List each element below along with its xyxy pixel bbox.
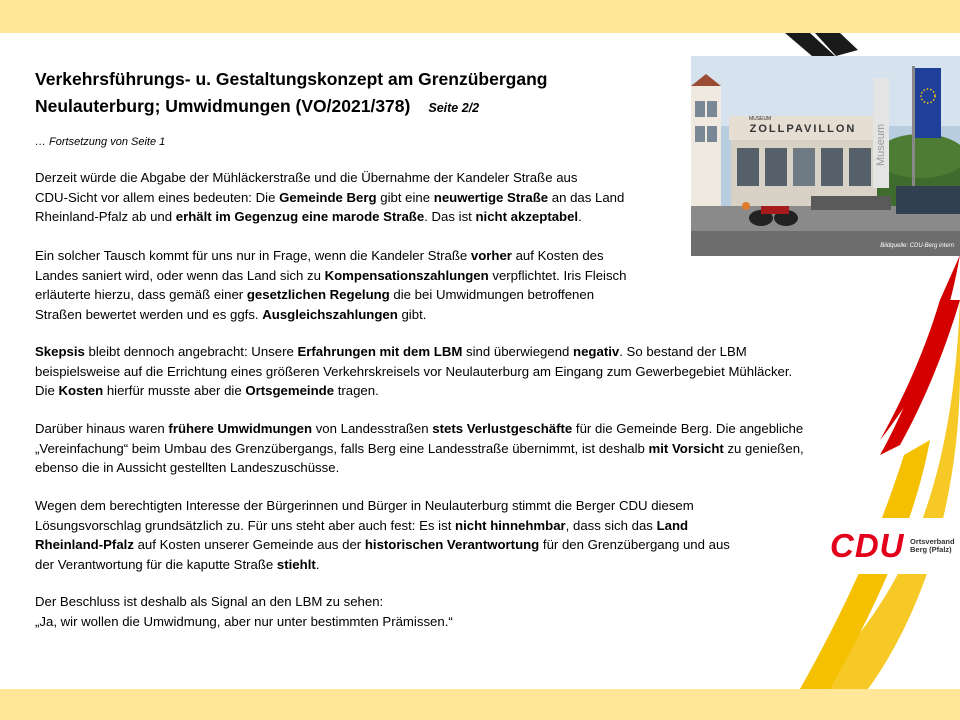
photo-illustration: [691, 56, 960, 256]
title-line-2: Neulauterburg; Umwidmungen (VO/2021/378): [35, 96, 411, 116]
title-line-1: Verkehrsführungs- u. Gestaltungskonzept am Grenzübergang: [35, 69, 548, 89]
continuation-note: … Fortsetzung von Seite 1: [35, 136, 166, 148]
zollpavillon-photo: [691, 56, 960, 256]
building-sign: ZOLLPAVILLON: [749, 123, 857, 135]
banner-text: Museum: [875, 123, 887, 166]
paragraph-3: Skepsis bleibt dennoch angebracht: Unsere Erfahrungen mit dem LBM sind überwiegend negativ. So bestand der LBM beispielsweise auf die Errichtung eines größeren Verkehrskreisels vor Neulauterburg am Eingang zum Gewerbegebiet Mühläcker. Die Kosten hierfür musste aber die Ortsgemeinde tragen.: [35, 344, 793, 398]
photo-credit: Bildquelle: CDU-Berg intern: [880, 243, 954, 249]
paragraph-5: Wegen dem berechtigten Interesse der Bürgerinnen und Bürger in Neulauterburg stimmt die Berger CDU diesem Lösungsvorschlag grundsätzlich zu. Für uns steht aber auch fest: Es ist nicht hinnehmbar, dass sich das Land Rheinland-Pfalz auf Kosten unserer Gemeinde aus der historischen Verantwortung für den Grenzübergang und aus der Verantwortung für die kaputte Straße stiehlt.: [35, 498, 730, 572]
paragraph-4: Darüber hinaus waren frühere Umwidmungen von Landesstraßen stets Verlustgeschäfte für die Gemeinde Berg. Die angebliche „Vereinfachung“ beim Umbau des Grenzübergangs, falls Berg eine Landesstraße übernimmt, ist deshalb mit Vorsicht zu genießen, ebenso die in Aussicht gestellten Landeszuschüsse.: [35, 421, 804, 475]
paragraph-2: Ein solcher Tausch kommt für uns nur in Frage, wenn die Kandeler Straße vorher auf Kosten des Landes saniert wird, oder wenn das Land sich zu Kompensationszahlungen verpflichtet. Iris Fleisch erläuterte hierzu, dass gemäß einer gesetzlichen Regelung die bei Umwidmungen betroffenen Straßen bewertet werden und es ggfs. Ausgleichszahlungen gibt.: [35, 248, 627, 322]
logo-subtitle: Ortsverband Berg (Pfalz): [910, 537, 955, 554]
page-title: [35, 66, 547, 122]
paragraph-6: Der Beschluss ist deshalb als Signal an den LBM zu sehen: „Ja, wir wollen die Umwidmung, aber nur unter bestimmten Prämissen.“: [35, 594, 453, 629]
page-label: Seite 2/2: [428, 101, 480, 115]
logo-text: CDU: [830, 527, 905, 564]
roof-sign: MUSEUM: [749, 116, 772, 122]
paragraph-1: Derzeit würde die Abgabe der Mühläckerstraße und die Übernahme der Kandeler Straße aus CDU-Sicht vor allem eines bedeuten: Die Gemeinde Berg gibt eine neuwertige Straße an das Land Rheinland-Pfalz ab und erhält im Gegenzug eine marode Straße. Das ist nicht akzeptabel.: [35, 170, 625, 224]
cdu-logo: [826, 518, 960, 574]
